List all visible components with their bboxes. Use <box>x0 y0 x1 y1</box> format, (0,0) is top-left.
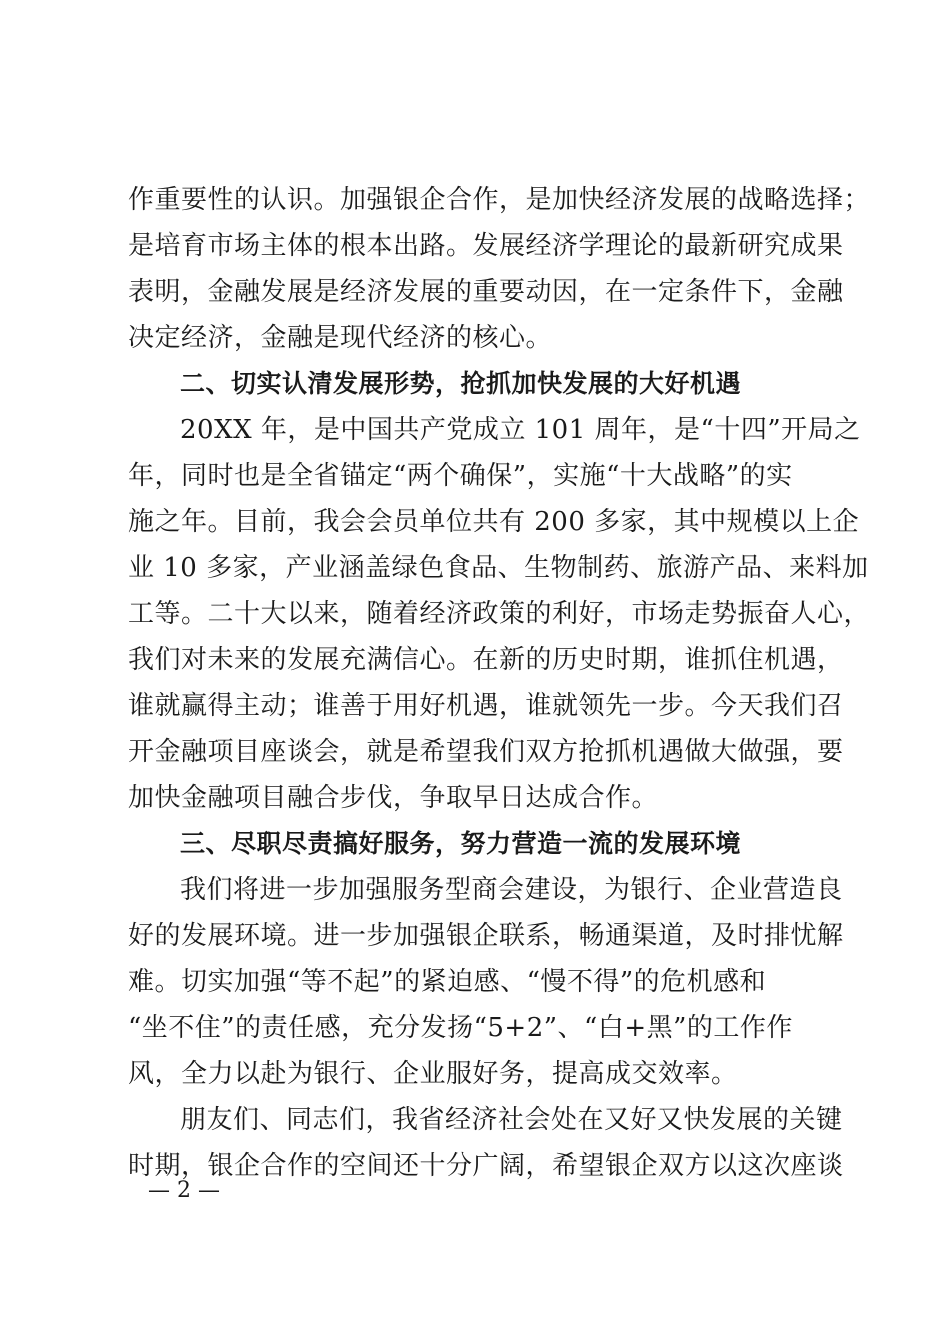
paragraph-line: 工等。二十大以来，随着经济政策的利好，市场走势振奋人心， <box>128 599 871 629</box>
paragraph-line: 20XX 年，是中国共产党成立 101 周年，是“十四”开局之 <box>180 415 861 445</box>
paragraph-line: 难。切实加强“等不起”的紧迫感、“慢不得”的危机感和 <box>128 967 767 997</box>
paragraph-line: 开金融项目座谈会，就是希望我们双方抢抓机遇做大做强，要 <box>128 737 844 767</box>
paragraph-line: 谁就赢得主动；谁善于用好机遇，谁就领先一步。今天我们召 <box>128 691 844 721</box>
section-heading-3: 三、尽职尽责搞好服务，努力营造一流的发展环境 <box>180 829 742 858</box>
paragraph-line: 表明，金融发展是经济发展的重要动因，在一定条件下，金融 <box>128 277 844 307</box>
paragraph-line: 风，全力以赴为银行、企业服好务，提高成交效率。 <box>128 1059 738 1089</box>
paragraph-line: 决定经济，金融是现代经济的核心。 <box>128 323 553 353</box>
paragraph-line: 时期，银企合作的空间还十分广阔，希望银企双方以这次座谈 <box>128 1151 844 1181</box>
paragraph-line: 是培育市场主体的根本出路。发展经济学理论的最新研究成果 <box>128 231 844 261</box>
paragraph-line: 业 10 多家，产业涵盖绿色食品、生物制药、旅游产品、来料加 <box>128 553 869 583</box>
paragraph-line: 年，同时也是全省锚定“两个确保”，实施“十大战略”的实 <box>128 461 793 491</box>
paragraph-line: 朋友们、同志们，我省经济社会处在又好又快发展的关键 <box>180 1105 843 1135</box>
paragraph-line: 加快金融项目融合步伐，争取早日达成合作。 <box>128 783 659 813</box>
paragraph-line: 施之年。目前，我会会员单位共有 200 多家，其中规模以上企 <box>128 507 860 537</box>
paragraph-line: 我们对未来的发展充满信心。在新的历史时期，谁抓住机遇， <box>128 645 844 675</box>
section-heading-2: 二、切实认清发展形势，抢抓加快发展的大好机遇 <box>180 369 742 398</box>
paragraph-line: 我们将进一步加强服务型商会建设，为银行、企业营造良 <box>180 875 843 905</box>
page-number: — 2 — <box>148 1178 220 1203</box>
paragraph-line: 好的发展环境。进一步加强银企联系，畅通渠道，及时排忧解 <box>128 921 844 951</box>
paragraph-line: “坐不住”的责任感，充分发扬“5+2”、“白+黑”的工作作 <box>128 1013 793 1043</box>
paragraph-line: 作重要性的认识。加强银企合作，是加快经济发展的战略选择； <box>128 185 871 215</box>
